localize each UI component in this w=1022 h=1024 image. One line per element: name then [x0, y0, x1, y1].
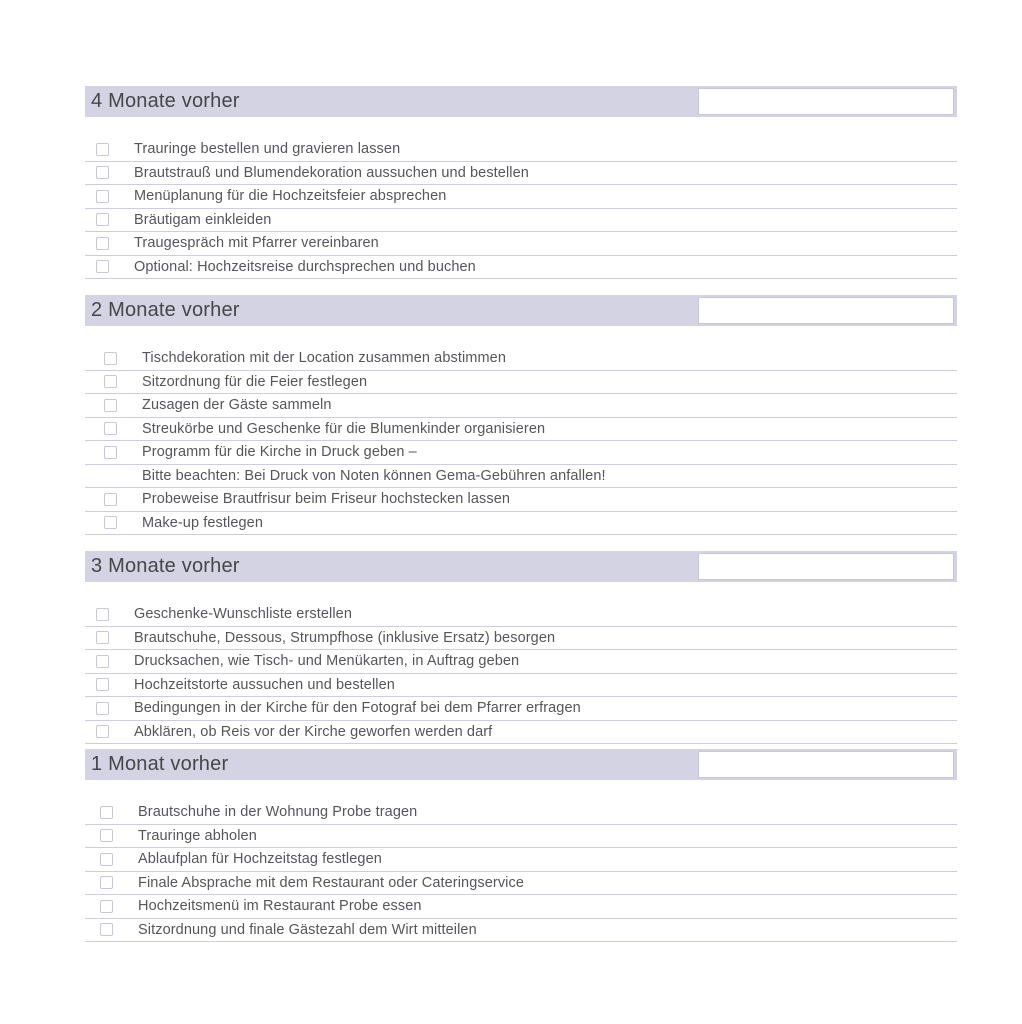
checklist-item-label: Drucksachen, wie Tisch- und Menükarten, in Auftrag geben: [134, 653, 520, 670]
section-title: 4 Monate vorher: [91, 90, 240, 112]
checklist-item-label: Brautstrauß und Blumendekoration aussuchen und bestellen: [134, 164, 529, 181]
item-checkbox[interactable]: [96, 237, 109, 250]
item-checkbox[interactable]: [96, 190, 109, 203]
checklist-row: [85, 697, 957, 721]
section-rows: [85, 138, 957, 279]
section-rows: [85, 801, 957, 942]
section-title: 3 Monate vorher: [91, 555, 240, 577]
section-notes-field[interactable]: [698, 88, 954, 115]
checklist-section: [85, 295, 957, 535]
checklist-row: [85, 650, 957, 674]
section-header: [85, 749, 957, 780]
checklist-row: [85, 801, 957, 825]
item-checkbox[interactable]: [96, 702, 109, 715]
section-notes-field[interactable]: [698, 553, 954, 580]
checklist-row: [85, 919, 957, 943]
item-checkbox[interactable]: [96, 260, 109, 273]
checklist-row: [85, 721, 957, 745]
checklist-item-label: Tischdekoration mit der Location zusammen abstimmen: [142, 350, 506, 367]
section-header: [85, 86, 957, 117]
checklist-item-label: Hochzeitstorte aussuchen und bestellen: [134, 676, 395, 693]
item-checkbox[interactable]: [96, 678, 109, 691]
checklist-item-label: Geschenke-Wunschliste erstellen: [134, 606, 353, 623]
item-checkbox[interactable]: [96, 631, 109, 644]
checklist-row: [85, 872, 957, 896]
checklist-section: [85, 551, 957, 744]
checklist-row: [85, 232, 957, 256]
checklist-row: [85, 441, 957, 465]
checklist-item-label: Sitzordnung für die Feier festlegen: [142, 373, 368, 390]
checklist-item-label: Brautschuhe, Dessous, Strumpfhose (inklusive Ersatz) besorgen: [134, 629, 556, 646]
checklist-row: [85, 209, 957, 233]
checklist-item-label: Bitte beachten: Bei Druck von Noten können Gema-Gebühren anfallen!: [142, 467, 606, 484]
item-checkbox[interactable]: [100, 923, 113, 936]
checklist-row: [85, 674, 957, 698]
checklist-row: [85, 465, 957, 489]
checklist-row: [85, 848, 957, 872]
checklist-item-label: Sitzordnung und finale Gästezahl dem Wirt mitteilen: [138, 921, 477, 938]
checklist-item-label: Finale Absprache mit dem Restaurant oder Cateringservice: [138, 874, 525, 891]
checklist-row: [85, 371, 957, 395]
item-checkbox[interactable]: [104, 352, 117, 365]
item-checkbox[interactable]: [104, 422, 117, 435]
section-notes-field[interactable]: [698, 751, 954, 778]
checklist-item-label: Brautschuhe in der Wohnung Probe tragen: [138, 804, 418, 821]
item-checkbox[interactable]: [104, 375, 117, 388]
checklist-row: [85, 418, 957, 442]
item-checkbox[interactable]: [96, 725, 109, 738]
section-rows: [85, 603, 957, 744]
checklist-row: [85, 627, 957, 651]
item-checkbox[interactable]: [104, 516, 117, 529]
checklist-row: [85, 185, 957, 209]
item-checkbox[interactable]: [100, 876, 113, 889]
checklist-item-label: Make-up festlegen: [142, 514, 263, 531]
checklist-item-label: Trauringe bestellen und gravieren lassen: [134, 141, 401, 158]
checklist-item-label: Hochzeitsmenü im Restaurant Probe essen: [138, 898, 422, 915]
checklist-row: [85, 488, 957, 512]
section-header: [85, 551, 957, 582]
checklist-row: [85, 825, 957, 849]
checklist-item-label: Streukörbe und Geschenke für die Blumenkinder organisieren: [142, 420, 546, 437]
checklist-item-label: Traugespräch mit Pfarrer vereinbaren: [134, 235, 379, 252]
item-checkbox[interactable]: [100, 853, 113, 866]
checklist-item-label: Probeweise Brautfrisur beim Friseur hochstecken lassen: [142, 491, 511, 508]
checklist-item-label: Zusagen der Gäste sammeln: [142, 397, 332, 414]
section-rows: [85, 347, 957, 535]
checklist-row: [85, 512, 957, 536]
item-checkbox[interactable]: [100, 829, 113, 842]
checklist-item-label: Programm für die Kirche in Druck geben –: [142, 444, 417, 461]
checklist-section: [85, 86, 957, 279]
checklist-item-label: Menüplanung für die Hochzeitsfeier absprechen: [134, 188, 447, 205]
checklist-item-label: Abklären, ob Reis vor der Kirche geworfen werden darf: [134, 723, 493, 740]
item-checkbox[interactable]: [96, 166, 109, 179]
checklist-page: [85, 86, 957, 958]
section-notes-field[interactable]: [698, 297, 954, 324]
checklist-row: [85, 895, 957, 919]
item-checkbox[interactable]: [104, 493, 117, 506]
checklist-row: [85, 394, 957, 418]
checklist-item-label: Bedingungen in der Kirche für den Fotograf bei dem Pfarrer erfragen: [134, 700, 581, 717]
item-checkbox[interactable]: [96, 143, 109, 156]
section-header: [85, 295, 957, 326]
checklist-row: [85, 162, 957, 186]
checklist-row: [85, 256, 957, 280]
checklist-item-label: Trauringe abholen: [138, 827, 257, 844]
item-checkbox[interactable]: [100, 806, 113, 819]
checklist-item-label: Ablaufplan für Hochzeitstag festlegen: [138, 851, 382, 868]
checklist-row: [85, 347, 957, 371]
item-checkbox[interactable]: [96, 608, 109, 621]
item-checkbox[interactable]: [96, 655, 109, 668]
checklist-item-label: Bräutigam einkleiden: [134, 211, 272, 228]
checklist-row: [85, 138, 957, 162]
item-checkbox[interactable]: [96, 213, 109, 226]
section-title: 2 Monate vorher: [91, 299, 240, 321]
item-checkbox[interactable]: [100, 900, 113, 913]
checklist-section: [85, 749, 957, 942]
item-checkbox[interactable]: [104, 446, 117, 459]
checklist-row: [85, 603, 957, 627]
checklist-item-label: Optional: Hochzeitsreise durchsprechen und buchen: [134, 258, 476, 275]
item-checkbox[interactable]: [104, 399, 117, 412]
section-title: 1 Monat vorher: [91, 753, 229, 775]
